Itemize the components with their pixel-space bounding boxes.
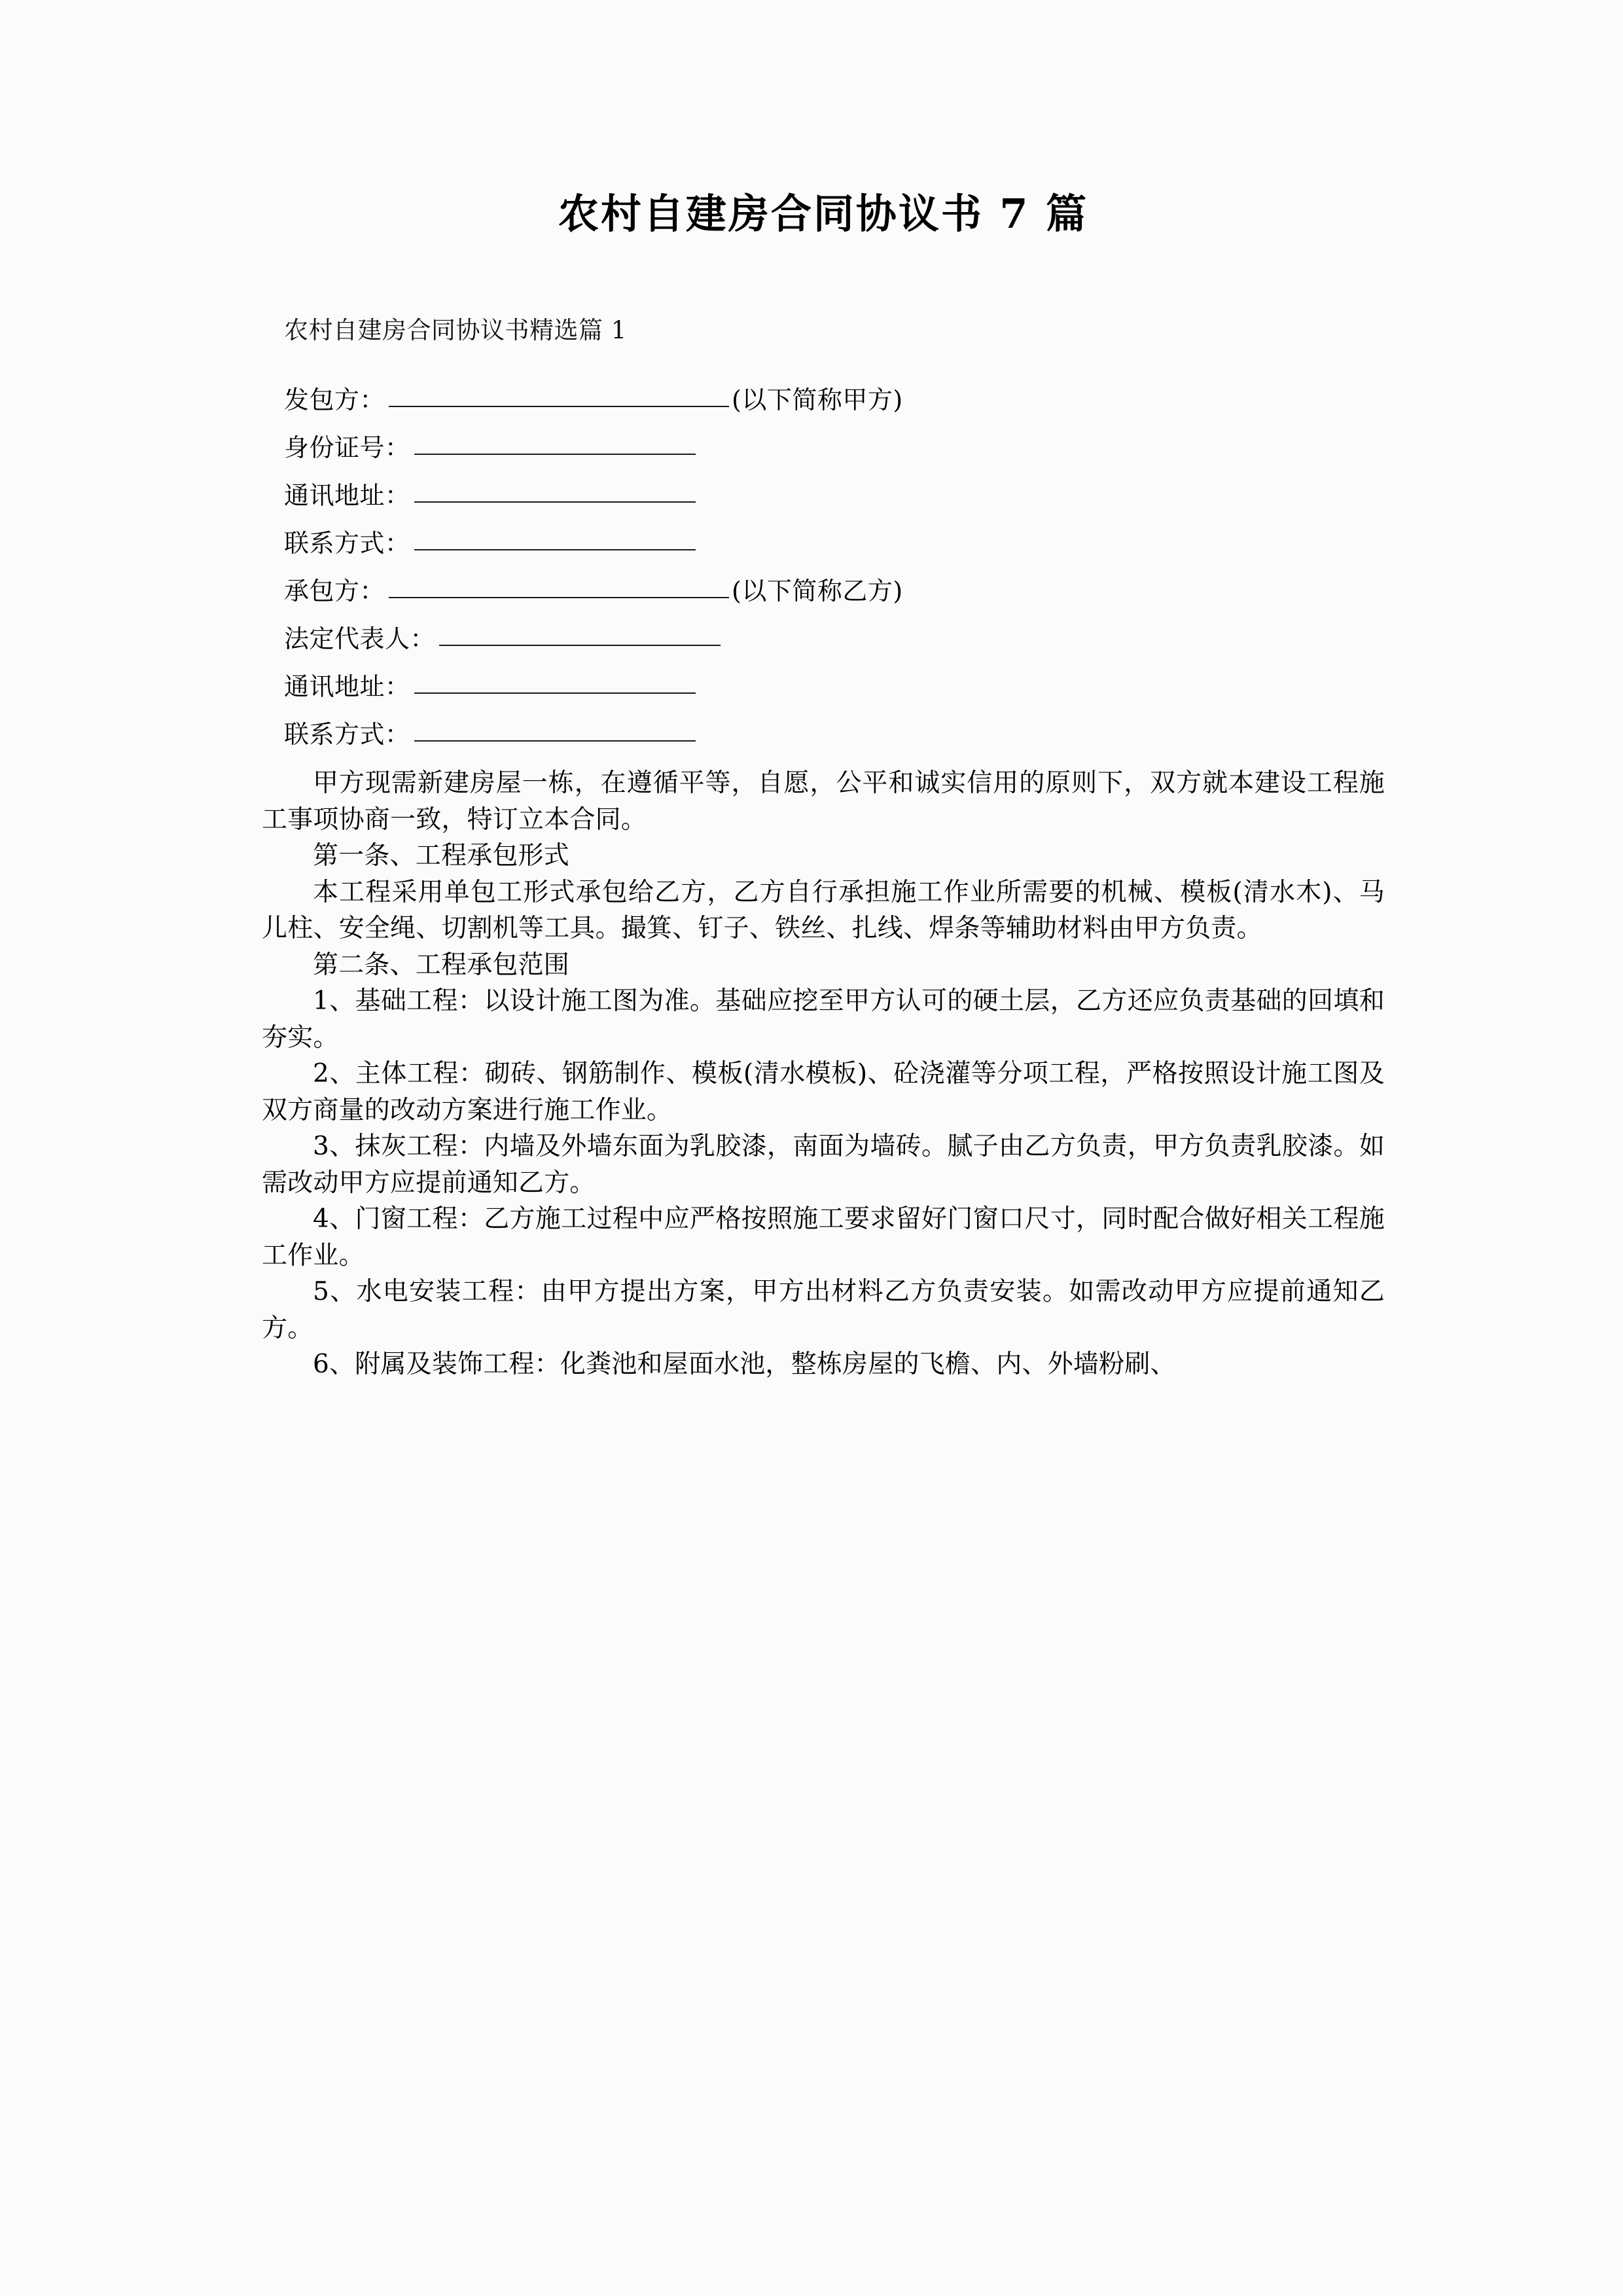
- field-label-address-a: 通讯地址：: [284, 481, 410, 511]
- field-row-chengbaofang: [262, 557, 1385, 605]
- party-information-form: [262, 348, 1385, 748]
- field-label-legal-representative: 法定代表人：: [284, 624, 436, 654]
- field-blank-address-a[interactable]: [414, 501, 696, 503]
- field-label-chengbaofang: 承包方：: [284, 577, 385, 606]
- paragraph-item-1: 1、基础工程：以设计施工图为准。基础应挖至甲方认可的硬土层，乙方还应负责基础的回填和夯实。: [262, 986, 1385, 1052]
- field-label-address-b: 通讯地址：: [284, 672, 410, 702]
- field-blank-fabaofang[interactable]: [389, 405, 729, 407]
- paragraph-preamble: 甲方现需新建房屋一栋，在遵循平等，自愿，公平和诚实信用的原则下，双方就本建设工程施工事项协商一致，特订立本合同。: [262, 768, 1385, 834]
- field-label-contact-b: 联系方式：: [284, 720, 410, 749]
- field-blank-address-b[interactable]: [414, 692, 696, 694]
- document-content: [262, 0, 1385, 1383]
- field-row-address-b: [262, 653, 1385, 700]
- field-blank-legal-representative[interactable]: [439, 644, 721, 646]
- paragraph-item-4: 4、门窗工程：乙方施工过程中应严格按照施工要求留好门窗口尺寸，同时配合做好相关工程施工作业。: [262, 1204, 1385, 1270]
- field-row-contact-b: [262, 700, 1385, 748]
- paragraph-article-1-text: 本工程采用单包工形式承包给乙方，乙方自行承担施工作业所需要的机械、模板(清水木)、马儿柱、安全绳、切割机等工具。撮箕、钉子、铁丝、扎线、焊条等辅助材料由甲方负责。: [262, 877, 1385, 944]
- field-row-fabaofang: [262, 366, 1385, 414]
- field-blank-chengbaofang[interactable]: [389, 596, 729, 598]
- field-label-contact-a: 联系方式：: [284, 529, 410, 558]
- paragraph-item-5: 5、水电安装工程：由甲方提出方案，甲方出材料乙方负责安装。如需改动甲方应提前通知乙方。: [262, 1277, 1385, 1343]
- field-blank-contact-b[interactable]: [414, 740, 696, 742]
- field-row-contact-a: [262, 509, 1385, 557]
- paragraph-item-3: 3、抹灰工程：内墙及外墙东面为乳胶漆，南面为墙砖。腻子由乙方负责，甲方负责乳胶漆。如需改动甲方应提前通知乙方。: [262, 1132, 1385, 1198]
- paragraph-item-6: 6、附属及装饰工程：化粪池和屋面水池，整栋房屋的飞檐、内、外墙粉刷、: [313, 1350, 1176, 1380]
- field-label-fabaofang: 发包方：: [284, 386, 385, 415]
- field-blank-id-number[interactable]: [414, 453, 696, 455]
- field-row-legal-representative: [262, 605, 1385, 653]
- field-row-address-a: [262, 461, 1385, 509]
- page-title: 农村自建房合同协议书 7 篇: [558, 190, 1089, 238]
- paragraph-item-2: 2、主体工程：砌砖、钢筋制作、模板(清水模板)、砼浇灌等分项工程，严格按照设计施工图及双方商量的改动方案进行施工作业。: [262, 1059, 1385, 1125]
- paragraph-article-1-heading: 第一条、工程承包形式: [313, 841, 570, 871]
- field-suffix-party-a: (以下简称甲方): [732, 386, 903, 415]
- field-suffix-party-b: (以下简称乙方): [732, 577, 903, 606]
- contract-body: [262, 748, 1385, 1383]
- field-blank-contact-a[interactable]: [414, 548, 696, 550]
- paragraph-article-2-heading: 第二条、工程承包范围: [313, 950, 570, 980]
- document-subtitle: 农村自建房合同协议书精选篇 1: [284, 315, 627, 344]
- field-row-id-number: [262, 414, 1385, 461]
- field-label-id-number: 身份证号：: [284, 433, 410, 463]
